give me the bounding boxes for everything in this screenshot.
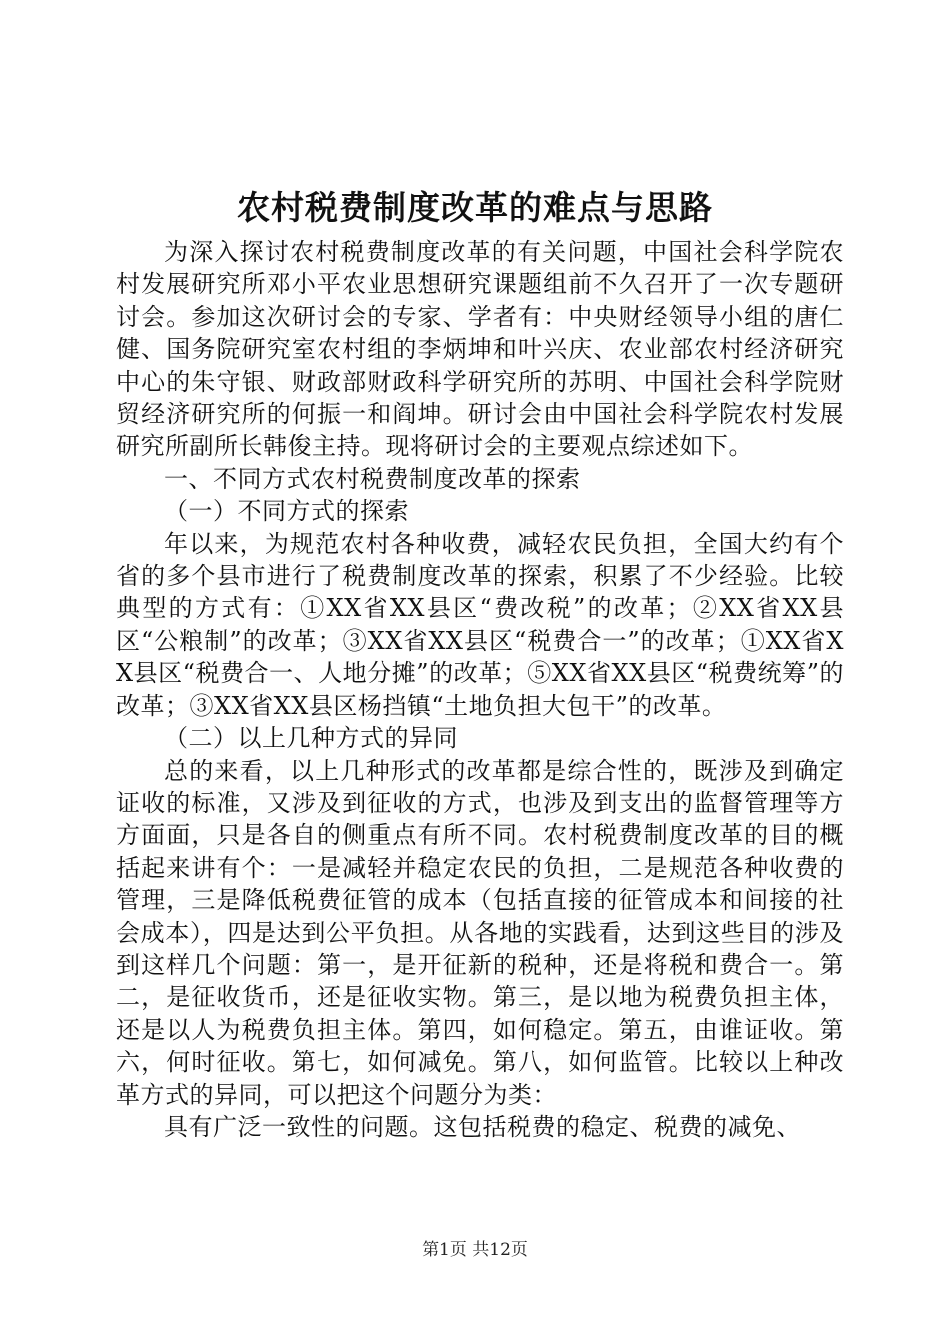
- page-number-footer: 第1页 共12页: [422, 1240, 528, 1260]
- subsection-heading: （二）以上几种方式的异同: [164, 724, 458, 753]
- body-paragraph: 年以来，为规范农村各种收费，减轻农民负担，全国大约有个省的多个县市进行了税费制度改革的探索，积累了不少经验。比较典型的方式有：①XX省XX县区“费改税”的改革；②XX省XX县区“公粮制”的改革；③XX省XX县区“税费合一”的改革；①XX省XX县区“税费合一、人地分摊”的改革；⑤XX省XX县区“税费统筹”的改革；③XX省XX县区杨挡镇“土地负担大包干”的改革。: [116, 529, 844, 720]
- subsection-heading: （一）不同方式的探索: [164, 497, 409, 526]
- section-heading: 一、不同方式农村税费制度改革的探索: [164, 464, 581, 493]
- body-paragraph: 具有广泛一致性的问题。这包括税费的稳定、税费的减免、: [164, 1112, 801, 1141]
- body-paragraph: 总的来看，以上几种形式的改革都是综合性的，既涉及到确定证收的标准，又涉及到征收的方式，也涉及到支出的监督管理等方方面面，只是各自的侧重点有所不同。农村税费制度改革的目的概括起来讲有个：一是减轻并稳定农民的负担，二是规范各种收费的管理，三是降低税费征管的成本（包括直接的征管成本和间接的社会成本），四是达到公平负担。从各地的实践看，达到这些目的涉及到这样几个问题：第一，是开征新的税种，还是将税和费合一。第二，是征收货币，还是征收实物。第三，是以地为税费负担主体，还是以人为税费负担主体。第四，如何稳定。第五，由谁证收。第六，何时征收。第七，如何减免。第八，如何监管。比较以上种改革方式的异同，可以把这个问题分为类：: [116, 756, 844, 1109]
- document-body: [116, 236, 844, 1143]
- intro-paragraph: 为深入探讨农村税费制度改革的有关问题，中国社会科学院农村发展研究所邓小平农业思想研究课题组前不久召开了一次专题研讨会。参加这次研讨会的专家、学者有：中央财经领导小组的唐仁健、国务院研究室农村组的李炳坤和叶兴庆、农业部农村经济研究中心的朱守银、财政部财政科学研究所的苏明、中国社会科学院财贸经济研究所的何振一和阎坤。研讨会由中国社会科学院农村发展研究所副所长韩俊主持。现将研讨会的主要观点综述如下。: [116, 238, 844, 461]
- document-title: 农村税费制度改革的难点与思路: [237, 188, 713, 227]
